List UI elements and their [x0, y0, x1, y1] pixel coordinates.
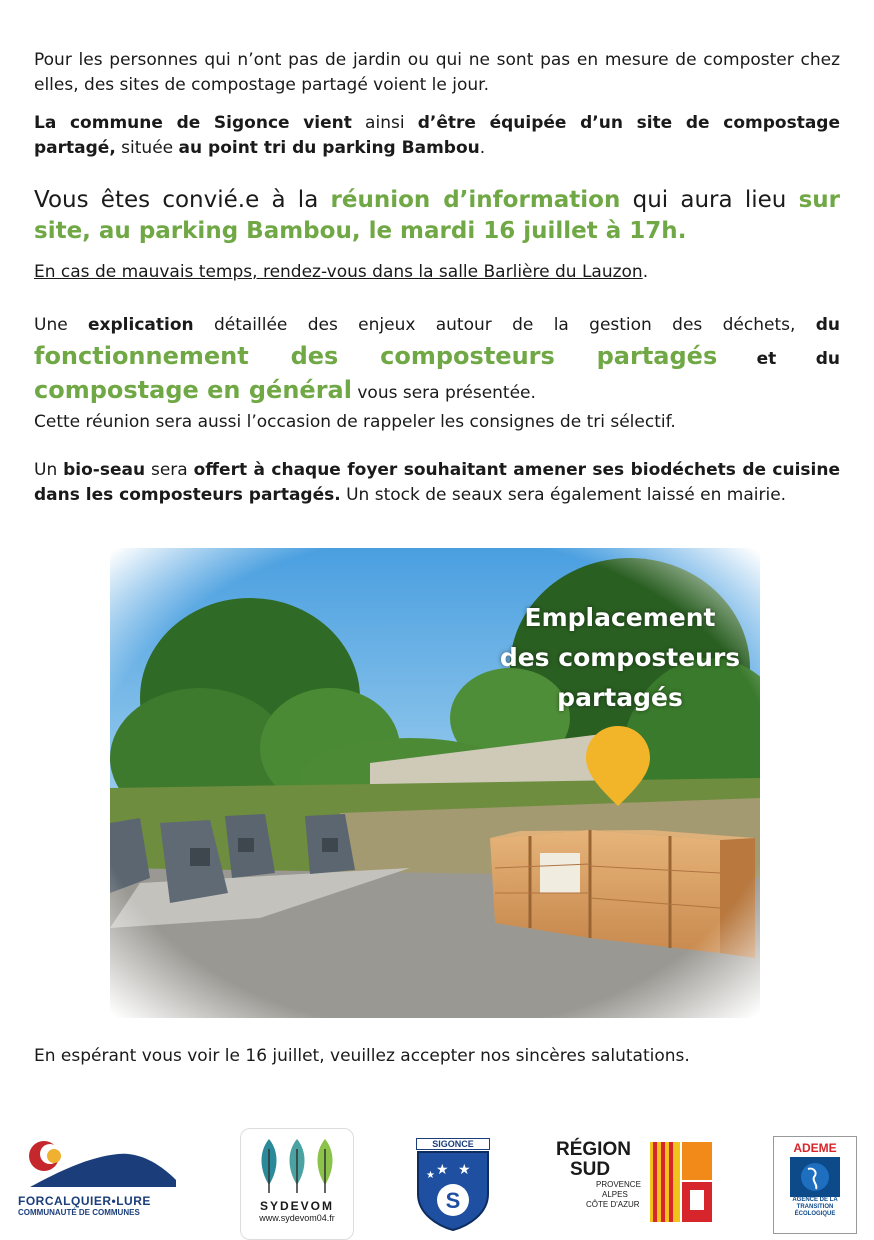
forcalquier-mountain-icon [18, 1132, 178, 1190]
caption-line: des composteurs [499, 643, 741, 672]
region-line: ALPES [602, 1190, 628, 1199]
explanation-paragraph [34, 310, 840, 409]
ademe-logo [773, 1136, 857, 1234]
region-sud-logo [556, 1140, 716, 1224]
bioseau-stock: Un stock de seaux sera également laissé en mairie. [340, 485, 787, 505]
commune-text: La commune de Sigonce vient [34, 113, 352, 133]
sydevom-logo [240, 1128, 354, 1240]
forcalquier-subtitle: COMMUNAUTÉ DE COMMUNES [18, 1208, 140, 1217]
region-line: PROVENCE [596, 1180, 641, 1189]
connector-text: située [115, 138, 179, 158]
bioseau-word: bio-seau [63, 460, 146, 480]
meeting-connector: qui aura lieu [620, 187, 799, 213]
location-text: au point tri du parking Bambou [178, 138, 480, 158]
caption-line: partagés [557, 683, 683, 712]
closing-paragraph [34, 1044, 840, 1069]
sigonce-name: SIGONCE [416, 1138, 490, 1150]
explanation-text: détaillée des enjeux autour de la gestion des déchets, [193, 315, 816, 335]
reminder-paragraph [34, 410, 840, 435]
sydevom-name: SYDEVOM [259, 1199, 334, 1213]
region-flag-icon [650, 1142, 712, 1222]
svg-text:★: ★ [436, 1162, 449, 1178]
meeting-intro: Vous êtes convié.e à la [34, 187, 331, 213]
connector-text: ainsi [351, 113, 418, 133]
period: . [642, 262, 649, 282]
svg-text:★: ★ [458, 1162, 471, 1178]
bioseau-connector: sera [145, 460, 194, 480]
ademe-line: ÉCOLOGIQUE [794, 1211, 836, 1217]
meeting-paragraph [34, 185, 840, 247]
ademe-globe-icon [790, 1157, 840, 1197]
ademe-line: AGENCE DE LA [792, 1197, 838, 1203]
explanation-du: du [815, 315, 840, 335]
forcalquier-lure-logo [18, 1132, 178, 1222]
meeting-details: sur site, au parking Bambou, le mardi 16 juillet à 17h [34, 187, 840, 244]
meeting-title: réunion d’information [330, 187, 621, 213]
bioseau-offer: offert à chaque foyer souhaitant amener ses biodéchets de cuisine dans les composteurs partagés. [34, 460, 841, 505]
sigonce-crest-logo [416, 1138, 490, 1234]
svg-text:★: ★ [426, 1170, 435, 1181]
intro-text: Pour les personnes qui n’ont pas de jardin ou qui ne sont pas en mesure de composter chez elles, des sites de compostage partagé voient le jour. [34, 50, 840, 95]
bioseau-intro: Un [34, 460, 64, 480]
period: . [677, 218, 687, 244]
region-line: CÔTE D'AZUR [586, 1200, 640, 1209]
equipment-paragraph [34, 111, 840, 161]
bioseau-paragraph [34, 458, 840, 508]
intro-paragraph [34, 48, 840, 98]
period: . [479, 138, 486, 158]
closing-text: En espérant vous voir le 16 juillet, veuillez accepter nos sincères salutations. [34, 1046, 690, 1066]
photo-caption [480, 598, 760, 718]
region-sud-word: SUD [570, 1159, 611, 1180]
explanation-intro: Une [34, 315, 89, 335]
explanation-word: explication [88, 315, 194, 335]
ademe-name: ADEME [793, 1141, 837, 1155]
region-word: RÉGION [556, 1139, 631, 1160]
explanation-and: et du [717, 349, 840, 369]
reminder-text: Cette réunion sera aussi l’occasion de rappeler les consignes de tri sélectif. [34, 412, 676, 432]
equipped-text: d’être équipée d’un site de compostage partagé, [34, 113, 840, 158]
composting-general: compostage en général [34, 376, 352, 404]
sydevom-url: www.sydevom04.fr [259, 1213, 335, 1223]
caption-line: Emplacement [524, 603, 716, 632]
explanation-end: vous sera présentée. [351, 383, 536, 403]
weather-text: En cas de mauvais temps, rendez-vous dans la salle Barlière du Lauzon [34, 262, 643, 282]
ademe-line: TRANSITION [796, 1204, 834, 1210]
composters-operation: fonctionnement des composteurs partagés [34, 342, 718, 370]
sigonce-letter: S [445, 1188, 461, 1213]
weather-paragraph [34, 260, 840, 285]
sydevom-leaves-icon [241, 1129, 353, 1195]
forcalquier-name: FORCALQUIER•LURE [18, 1194, 151, 1208]
